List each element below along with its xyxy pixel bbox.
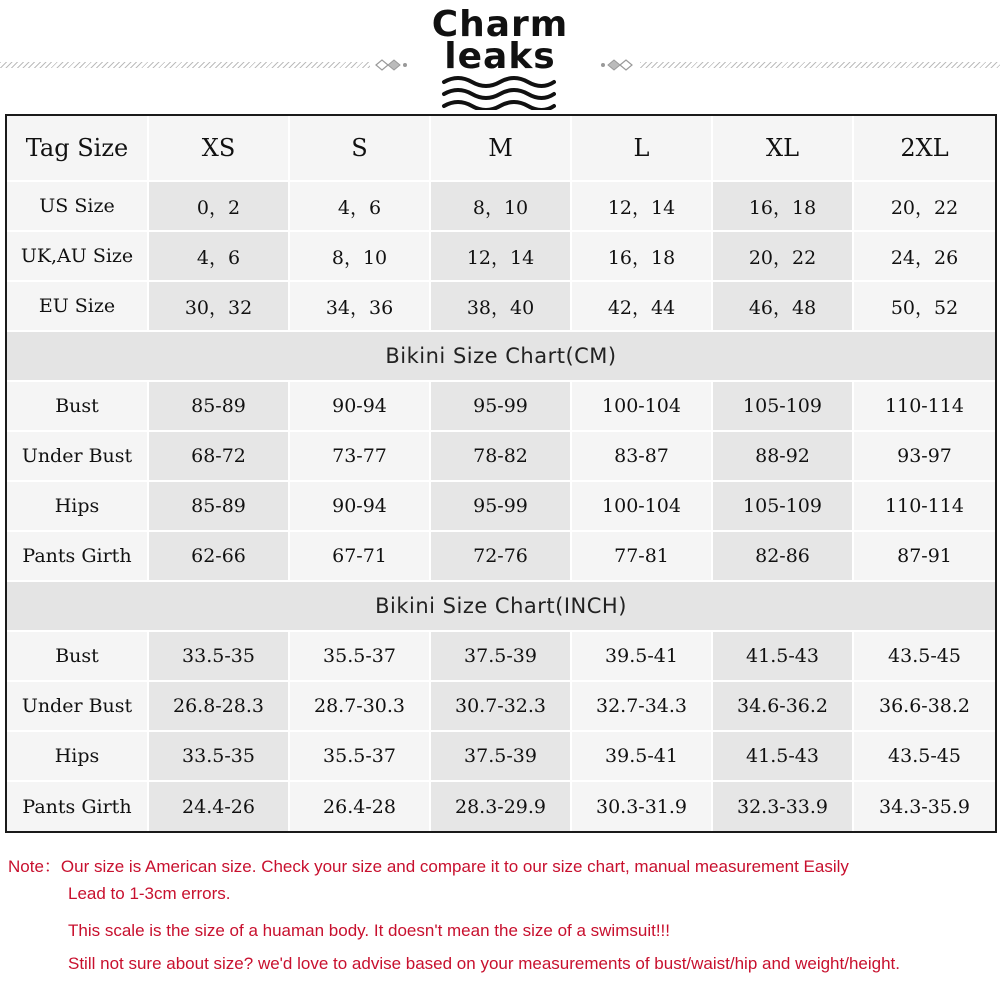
table-cell: 88-92 [713, 432, 854, 482]
row-label: Pants Girth [7, 782, 149, 831]
table-row [7, 382, 995, 432]
table-cell: 85-89 [149, 482, 290, 532]
table-cell: 35.5-37 [290, 732, 431, 782]
table-row [7, 632, 995, 682]
table-cell: 90-94 [290, 482, 431, 532]
table-cell: 105-109 [713, 482, 854, 532]
table-cell: 72-76 [431, 532, 572, 582]
row-label: Under Bust [7, 432, 149, 482]
table-cell: 24，26 [854, 232, 995, 282]
row-label: EU Size [7, 282, 149, 332]
table-cell: 62-66 [149, 532, 290, 582]
table-cell: 37.5-39 [431, 632, 572, 682]
brand-header [0, 0, 1000, 112]
table-cell: 32.3-33.9 [713, 782, 854, 831]
table-cell: 82-86 [713, 532, 854, 582]
row-label: UK,AU Size [7, 232, 149, 282]
tag-size-header: Tag Size [7, 116, 149, 182]
table-row [7, 482, 995, 532]
note-line-3: This scale is the size of a huaman body. It doesn't mean the size of a swimsuit!!! [68, 921, 670, 940]
table-cell: 26.4-28 [290, 782, 431, 831]
table-cell: 68-72 [149, 432, 290, 482]
table-cell: 34，36 [290, 282, 431, 332]
table-cell: 12，14 [431, 232, 572, 282]
table-cell: 33.5-35 [149, 732, 290, 782]
table-cell: 105-109 [713, 382, 854, 432]
table-cell: 110-114 [854, 382, 995, 432]
table-cell: 28.3-29.9 [431, 782, 572, 831]
table-cell: 95-99 [431, 482, 572, 532]
size-header-2xl: 2XL [854, 116, 995, 182]
table-cell: 34.3-35.9 [854, 782, 995, 831]
table-row [7, 232, 995, 282]
table-cell: 100-104 [572, 382, 713, 432]
row-label: Hips [7, 732, 149, 782]
inch-section-title: Bikini Size Chart(INCH) [7, 582, 995, 632]
table-cell: 20，22 [854, 182, 995, 232]
table-cell: 4，6 [149, 232, 290, 282]
table-cell: 0，2 [149, 182, 290, 232]
table-cell: 95-99 [431, 382, 572, 432]
size-header-xs: XS [149, 116, 290, 182]
table-cell: 41.5-43 [713, 732, 854, 782]
table-cell: 100-104 [572, 482, 713, 532]
table-cell: 32.7-34.3 [572, 682, 713, 732]
row-label: Bust [7, 382, 149, 432]
table-cell: 93-97 [854, 432, 995, 482]
table-row [7, 432, 995, 482]
table-cell: 12，14 [572, 182, 713, 232]
table-cell: 110-114 [854, 482, 995, 532]
size-header-xl: XL [713, 116, 854, 182]
table-cell: 16，18 [713, 182, 854, 232]
table-cell: 24.4-26 [149, 782, 290, 831]
table-cell: 78-82 [431, 432, 572, 482]
table-row [7, 782, 995, 831]
table-cell: 35.5-37 [290, 632, 431, 682]
table-cell: 38，40 [431, 282, 572, 332]
table-cell: 85-89 [149, 382, 290, 432]
table-cell: 87-91 [854, 532, 995, 582]
table-row [7, 732, 995, 782]
table-cell: 37.5-39 [431, 732, 572, 782]
table-cell: 8，10 [290, 232, 431, 282]
table-cell: 43.5-45 [854, 732, 995, 782]
table-cell: 30.3-31.9 [572, 782, 713, 831]
wave-logo-icon [440, 74, 556, 110]
right-divider [640, 62, 1000, 68]
size-header-s: S [290, 116, 431, 182]
table-cell: 50，52 [854, 282, 995, 332]
table-cell: 28.7-30.3 [290, 682, 431, 732]
table-cell: 30，32 [149, 282, 290, 332]
size-chart-table [5, 114, 997, 833]
brand-name-line1: Charm [431, 4, 569, 45]
size-header-l: L [572, 116, 713, 182]
table-cell: 20，22 [713, 232, 854, 282]
row-label: US Size [7, 182, 149, 232]
table-cell: 43.5-45 [854, 632, 995, 682]
table-cell: 4，6 [290, 182, 431, 232]
table-cell: 77-81 [572, 532, 713, 582]
table-cell: 16，18 [572, 232, 713, 282]
table-row [7, 682, 995, 732]
right-diamond-ornament-icon [598, 59, 636, 71]
table-cell: 41.5-43 [713, 632, 854, 682]
table-cell: 8，10 [431, 182, 572, 232]
table-cell: 73-77 [290, 432, 431, 482]
table-cell: 67-71 [290, 532, 431, 582]
row-label: Under Bust [7, 682, 149, 732]
note-line-2: Lead to 1-3cm errors. [68, 884, 231, 903]
table-row [7, 532, 995, 582]
brand-name-line2: leaks [444, 36, 556, 77]
note-line-4: Still not sure about size? we'd love to advise based on your measurements of bust/waist/hip and weight/height. [68, 954, 901, 973]
row-label: Hips [7, 482, 149, 532]
header-row [7, 116, 995, 182]
table-cell: 42，44 [572, 282, 713, 332]
size-header-m: M [431, 116, 572, 182]
table-cell: 30.7-32.3 [431, 682, 572, 732]
table-cell: 33.5-35 [149, 632, 290, 682]
table-cell: 90-94 [290, 382, 431, 432]
table-cell: 34.6-36.2 [713, 682, 854, 732]
cm-section-title: Bikini Size Chart(CM) [7, 332, 995, 382]
table-row [7, 182, 995, 232]
row-label: Pants Girth [7, 532, 149, 582]
table-row [7, 282, 995, 332]
table-cell: 39.5-41 [572, 732, 713, 782]
note-line-1: Note：Our size is American size. Check your size and compare it to our size chart, manual measurement Easily [8, 857, 849, 876]
table-cell: 36.6-38.2 [854, 682, 995, 732]
row-label: Bust [7, 632, 149, 682]
table-cell: 39.5-41 [572, 632, 713, 682]
table-cell: 46，48 [713, 282, 854, 332]
table-cell: 83-87 [572, 432, 713, 482]
table-cell: 26.8-28.3 [149, 682, 290, 732]
